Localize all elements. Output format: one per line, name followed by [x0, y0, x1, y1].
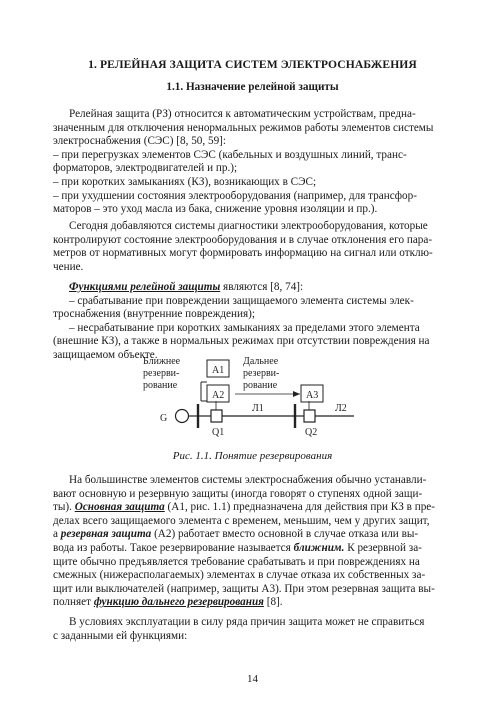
text-line: электроснабжения (СЭС) [8, 50, 59]: — [53, 135, 226, 148]
reserve-paragraph — [53, 474, 455, 610]
text-line: маторов – это уход масла из бака, снижение уровня изоляции и пр.). — [53, 203, 378, 216]
list-item: – несрабатывание при коротких замыканиях за пределами этого элемента — [69, 321, 420, 334]
breaker-q1 — [211, 410, 222, 422]
text-line: контролируют состояние электрооборудования и в случае отклонения его пара- — [53, 233, 433, 246]
far-backup-label: Дальнее — [243, 356, 279, 367]
functions-term: Функциями релейной защиты — [69, 281, 221, 293]
text-line: форматоров, электродвигателей и пр.); — [53, 162, 238, 175]
protection-a1-label: А1 — [212, 365, 225, 376]
list-item: – при коротких замыканиях (КЗ), возникающих в СЭС; — [53, 175, 317, 188]
section-title: 1.1. Назначение релейной защиты — [166, 81, 339, 93]
text-line: значенным для отключения ненормальных режимов работы элементов системы — [53, 121, 434, 134]
text-line: защищаемом объекте. — [53, 348, 158, 361]
backup-protection-diagram — [140, 354, 360, 446]
text-line: чение. — [53, 260, 84, 273]
text-line: вода из работы. Такое резервирование называется ближним. К резервной за- — [53, 541, 422, 554]
text-line: На большинстве элементов системы электроснабжения обычно устанавли- — [69, 474, 427, 486]
text-line: полняет функцию дальнего резервирования [8]. — [53, 596, 283, 609]
chapter-title: 1. РЕЛЕЙНАЯ ЗАЩИТА СИСТЕМ ЭЛЕКТРОСНАБЖЕНИЯ — [88, 58, 417, 71]
text-line: делах всего защищаемого элемента с временем, меньшим, чем у других защит, — [53, 514, 430, 527]
generator-symbol — [176, 410, 189, 423]
line-l1-label: Л1 — [252, 403, 264, 414]
text-line: В условиях эксплуатации в силу ряда причин защита может не справиться — [69, 616, 425, 628]
text-line: Сегодня добавляются системы диагностики электрооборудования, которые — [69, 220, 428, 232]
functions-paragraph — [53, 281, 455, 363]
functions-heading: Функциями релейной защиты являются [8, 74]: — [69, 281, 304, 293]
far-backup-term: функцию дальнего резервирования — [93, 596, 264, 609]
breaker-q1-label: Q1 — [212, 427, 225, 438]
svg-text:рование: рование — [143, 380, 178, 391]
page-number: 14 — [247, 673, 258, 685]
intro-paragraph — [53, 108, 455, 217]
text-line: щите обычно предъявляется требование срабатывать и при повреждениях на — [53, 555, 420, 568]
figure-caption: Рис. 1.1. Понятие резервирования — [172, 450, 333, 462]
svg-text:резерви-: резерви- — [143, 368, 180, 379]
near-backup-term: ближним. — [293, 541, 345, 554]
text-line: смежных (нижерасполагаемых) элементах в случае отказа их собственных за- — [53, 569, 426, 582]
main-protection-term: Основная защита — [74, 501, 165, 514]
text-line: Релейная защита (РЗ) относится к автоматическим устройствам, предна- — [69, 108, 416, 120]
list-item: – срабатывание при повреждении защищаемого элемента системы элек- — [69, 294, 414, 307]
diagnostics-paragraph — [53, 220, 455, 274]
text-line: (внешние КЗ), а также в нормальных режимах при отсутствии повреждения на — [53, 335, 430, 348]
line-l2-label: Л2 — [335, 403, 347, 414]
text-line: а резервная защита (А2) работает вместо основной в случае отказа или вы- — [53, 528, 419, 541]
breaker-q2 — [304, 410, 315, 422]
text-line: метров от нормативных могут формировать информацию на сигнал или отклю- — [53, 247, 433, 260]
generator-label: G — [160, 413, 168, 424]
protection-a2-label: А2 — [212, 390, 225, 401]
svg-text:резерви-: резерви- — [243, 368, 280, 379]
list-item: – при перегрузках элементов СЭС (кабельных и воздушных линий, транс- — [53, 148, 407, 161]
near-backup-label: Ближнее — [143, 356, 181, 367]
protection-a3-label: А3 — [306, 390, 319, 401]
text-line: щит или выключателей (например, защиты А3). При этом резервная защита вы- — [53, 582, 435, 595]
breaker-q2-label: Q2 — [305, 427, 318, 438]
text-line: вают основную и резервную защиты (иногда говорят о ступенях одной защи- — [53, 487, 423, 500]
text-line: ты). Основная защита (А1, рис. 1.1) предназначена для действия при КЗ в пре- — [53, 501, 436, 514]
svg-text:рование: рование — [243, 380, 278, 391]
reserve-protection-term: резервная защита — [60, 528, 152, 541]
text-line: с заданными ей функциями: — [53, 629, 188, 642]
text-line: троснабжения (внутренние повреждения); — [53, 308, 255, 321]
conditions-paragraph — [53, 616, 455, 643]
list-item: – при ухудшении состояния электрооборудования (например, для трансфор- — [53, 189, 417, 202]
